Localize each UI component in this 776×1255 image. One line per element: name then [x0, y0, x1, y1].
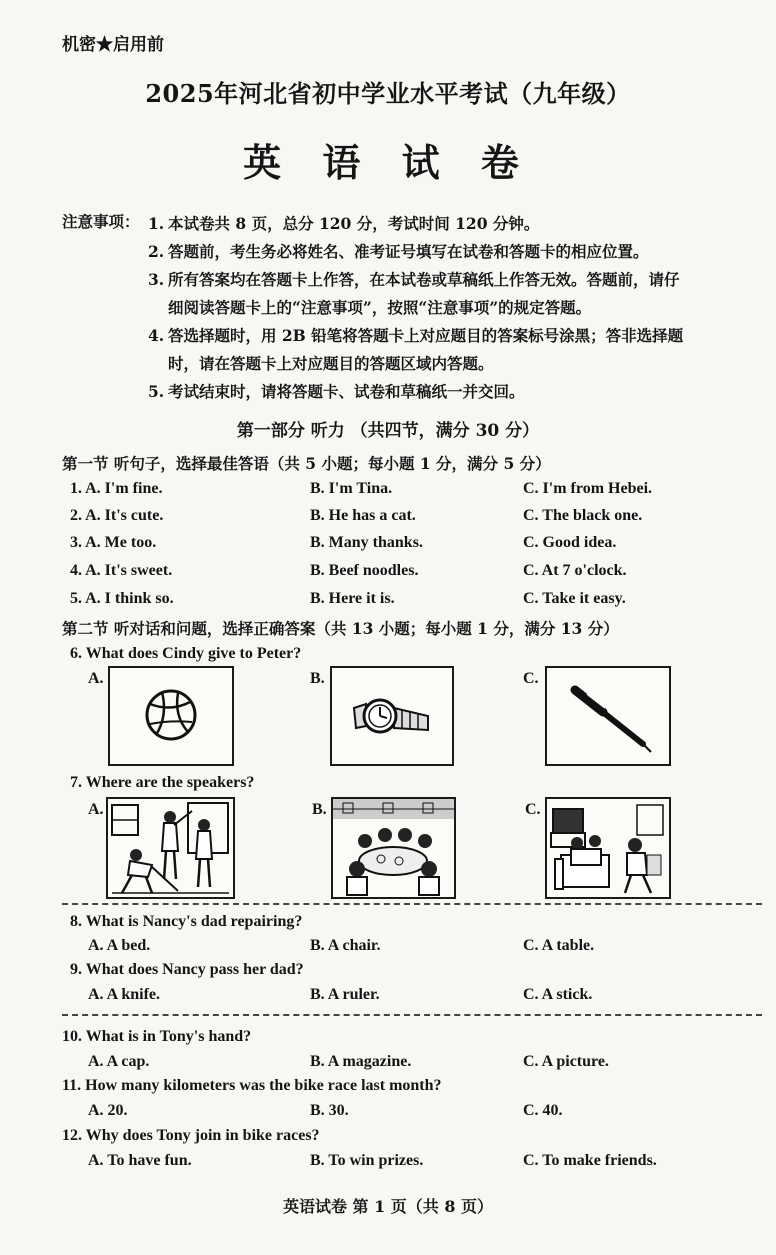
- q11-option-a: A. 20.: [88, 1102, 128, 1119]
- q9-option-a: A. A knife.: [88, 986, 161, 1003]
- notice-item-continued: 时，请在答题卡上对应题目的答题区域内答题。: [168, 354, 494, 373]
- q5-option-b: B. Here it is.: [310, 590, 395, 607]
- q7-picture-a: [106, 797, 235, 899]
- q7-label-b: B.: [312, 801, 327, 818]
- section-1-heading: 第一节 听句子，选择最佳答语（共 5 小题；每小题 1 分，满分 5 分）: [62, 454, 551, 473]
- volleyball-icon: [110, 668, 232, 764]
- q6-stem: 6. What does Cindy give to Peter?: [70, 645, 302, 662]
- q6-picture-b: [330, 666, 454, 766]
- q8-option-a: A. A bed.: [88, 937, 151, 954]
- q6-picture-c: [545, 666, 671, 766]
- q12-option-b: B. To win prizes.: [310, 1152, 424, 1169]
- q3-option-b: B. Many thanks.: [310, 534, 423, 551]
- part-heading: 第一部分 听力 （共四节，满分 30 分）: [236, 421, 540, 441]
- q1-option-a: 1. A. I'm fine.: [70, 480, 163, 497]
- subject-title: 英 语 试 卷: [243, 140, 533, 185]
- q5-option-a: 5. A. I think so.: [70, 590, 174, 607]
- q12-option-a: A. To have fun.: [88, 1152, 192, 1169]
- q10-stem: 10. What is in Tony's hand?: [62, 1028, 252, 1045]
- q6-label-c: C.: [523, 670, 539, 687]
- living-room-icon: [547, 799, 669, 897]
- q2-option-b: B. He has a cat.: [310, 507, 416, 524]
- q7-stem: 7. Where are the speakers?: [70, 774, 255, 791]
- q10-option-b: B. A magazine.: [310, 1053, 412, 1070]
- section-2-heading: 第二节 听对话和问题，选择正确答案（共 13 小题；每小题 1 分，满分 13 分）: [62, 619, 619, 638]
- dining-hall-icon: [333, 799, 454, 897]
- q11-stem: 11. How many kilometers was the bike race last month?: [62, 1077, 442, 1094]
- q1-option-b: B. I'm Tina.: [310, 480, 393, 497]
- q9-option-b: B. A ruler.: [310, 986, 380, 1003]
- q5-option-c: C. Take it easy.: [523, 590, 626, 607]
- classroom-cleaning-icon: [108, 799, 233, 897]
- notice-item: 1. 本试卷共 8 页，总分 120 分，考试时间 120 分钟。: [148, 214, 540, 233]
- q8-stem: 8. What is Nancy's dad repairing?: [70, 913, 303, 930]
- notice-item: 3. 所有答案均在答题卡上作答，在本试卷或草稿纸上作答无效。答题前，请仔: [148, 270, 680, 289]
- divider: [62, 903, 762, 905]
- q6-label-a: A.: [88, 670, 104, 687]
- confidential-mark: 机密★启用前: [62, 35, 164, 55]
- q4-option-c: C. At 7 o'clock.: [523, 562, 627, 579]
- notice-item: 4. 答选择题时，用 2B 铅笔将答题卡上对应题目的答案标号涂黑；答非选择题: [148, 326, 684, 345]
- q12-stem: 12. Why does Tony join in bike races?: [62, 1127, 320, 1144]
- q8-option-c: C. A table.: [523, 937, 595, 954]
- q6-label-b: B.: [310, 670, 325, 687]
- q1-option-c: C. I'm from Hebei.: [523, 480, 653, 497]
- q7-picture-c: [545, 797, 671, 899]
- q11-option-c: C. 40.: [523, 1102, 563, 1119]
- notice-item: 2. 答题前，考生务必将姓名、准考证号填写在试卷和答题卡的相应位置。: [148, 242, 649, 261]
- pen-icon: [547, 668, 669, 764]
- q9-option-c: C. A stick.: [523, 986, 593, 1003]
- q2-option-c: C. The black one.: [523, 507, 643, 524]
- notice-list: [148, 210, 760, 406]
- q3-option-c: C. Good idea.: [523, 534, 617, 551]
- q11-option-b: B. 30.: [310, 1102, 349, 1119]
- q6-picture-a: [108, 666, 234, 766]
- q10-option-a: A. A cap.: [88, 1053, 150, 1070]
- notice-item-continued: 细阅读答题卡上的“注意事项”，按照“注意事项”的规定答题。: [168, 298, 592, 317]
- q8-option-b: B. A chair.: [310, 937, 381, 954]
- q10-option-c: C. A picture.: [523, 1053, 609, 1070]
- wristwatch-icon: [332, 668, 452, 764]
- notice-item: 5. 考试结束时，请将答题卡、试卷和草稿纸一并交回。: [148, 382, 525, 401]
- q7-picture-b: [331, 797, 456, 899]
- page-footer: 英语试卷 第 1 页（共 8 页）: [282, 1197, 494, 1216]
- q7-label-c: C.: [525, 801, 541, 818]
- q9-stem: 9. What does Nancy pass her dad?: [70, 961, 304, 978]
- notice-label: 注意事项：: [62, 212, 140, 231]
- q12-option-c: C. To make friends.: [523, 1152, 657, 1169]
- q3-option-a: 3. A. Me too.: [70, 534, 157, 551]
- q7-label-a: A.: [88, 801, 104, 818]
- q2-option-a: 2. A. It's cute.: [70, 507, 164, 524]
- q4-option-b: B. Beef noodles.: [310, 562, 419, 579]
- exam-title: 2025年河北省初中学业水平考试（九年级）: [145, 79, 631, 108]
- divider: [62, 1014, 762, 1016]
- q4-option-a: 4. A. It's sweet.: [70, 562, 173, 579]
